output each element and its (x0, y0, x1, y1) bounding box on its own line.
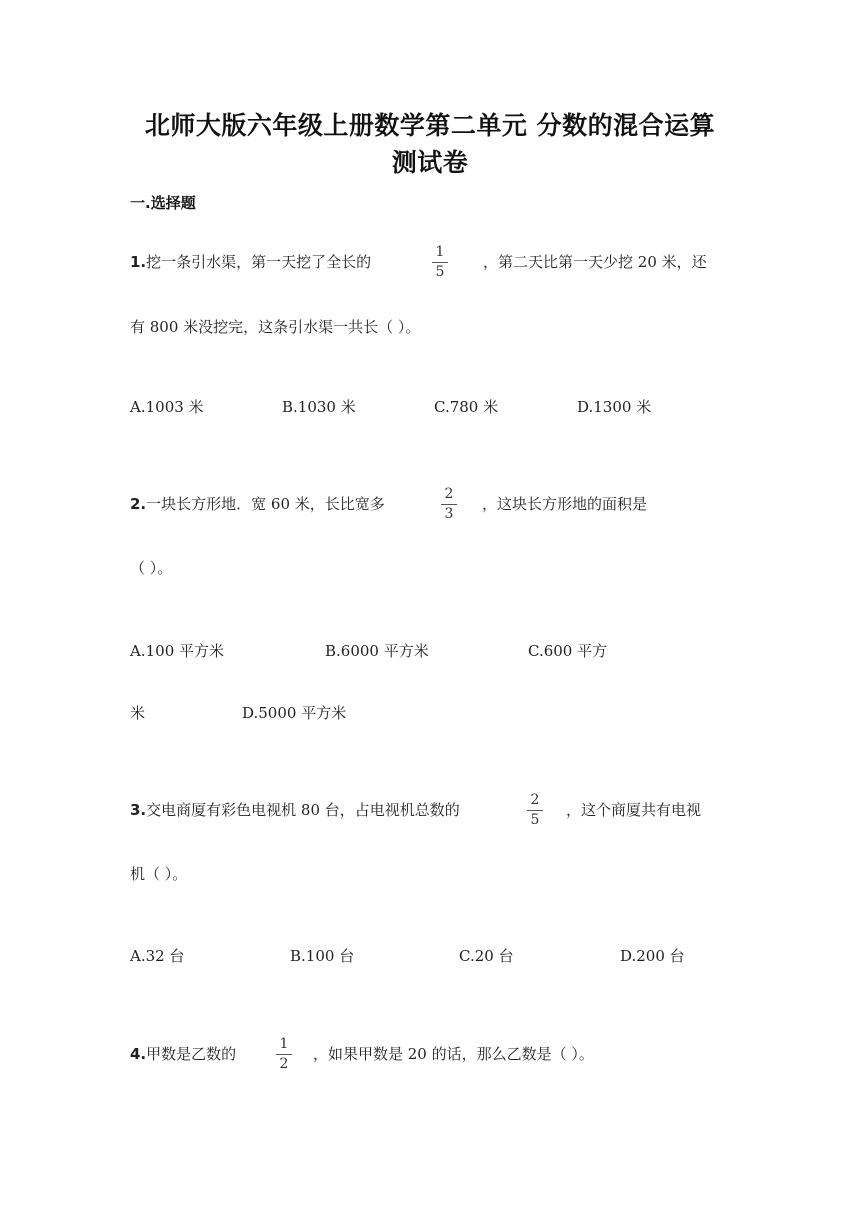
fraction-numerator: 1 (279, 1036, 289, 1052)
question-text-continued: ，第二天比第一天少挖 20 米，还 (483, 253, 707, 271)
question-3-line-2: 机（ ）。 (130, 865, 188, 883)
option-b[interactable]: B.100 台 (290, 947, 355, 965)
option-c[interactable]: C.600 平方 (528, 642, 608, 660)
option-b[interactable]: B.1030 米 (282, 398, 356, 416)
fraction-denominator: 3 (444, 506, 454, 522)
fraction-denominator: 5 (530, 812, 540, 828)
fraction-bar (527, 810, 543, 811)
fraction-numerator: 1 (435, 244, 445, 260)
option-c[interactable]: C.780 米 (434, 398, 499, 416)
question-number: 4. (130, 1045, 147, 1063)
option-c[interactable]: C.20 台 (459, 947, 514, 965)
question-text-continued: ，这块长方形地的面积是 (482, 495, 648, 513)
option-a[interactable]: A.100 平方米 (130, 642, 224, 660)
fraction (274, 1037, 294, 1072)
question-text: 一块长方形地．宽 60 米，长比宽多 (146, 495, 385, 513)
question-number: 1. (130, 253, 147, 271)
question-2-line-1 (130, 494, 385, 514)
option-a[interactable]: A.32 台 (130, 947, 185, 965)
question-text: 挖一条引水渠，第一天挖了全长的 (146, 253, 372, 271)
fraction-bar (276, 1054, 292, 1055)
page-title-line-1: 北师大版六年级上册数学第二单元 分数的混合运算 (144, 111, 716, 140)
question-1-line-1 (130, 252, 371, 272)
option-d[interactable]: D.1300 米 (577, 398, 652, 416)
fraction-bar (432, 262, 448, 263)
fraction (439, 487, 459, 522)
question-3-line-1 (130, 800, 460, 820)
question-text-continued: ，如果甲数是 20 的话，那么乙数是（ ）。 (313, 1045, 594, 1063)
option-b[interactable]: B.6000 平方米 (325, 642, 429, 660)
fraction-denominator: 5 (435, 264, 445, 280)
fraction (525, 793, 545, 828)
question-text: 交电商厦有彩色电视机 80 台，占电视机总数的 (146, 801, 460, 819)
page-title-line-2: 测试卷 (391, 148, 469, 177)
question-4-line-1 (130, 1044, 236, 1064)
fraction-denominator: 2 (279, 1056, 289, 1072)
question-number: 3. (130, 801, 147, 819)
section-title: 一.选择题 (130, 194, 196, 212)
fraction-numerator: 2 (444, 486, 454, 502)
fraction (430, 245, 450, 280)
question-2-line-2: （ ）。 (130, 559, 173, 577)
option-d[interactable]: D.200 台 (620, 947, 685, 965)
question-text: 甲数是乙数的 (146, 1045, 237, 1063)
question-number: 2. (130, 495, 147, 513)
option-d[interactable]: D.5000 平方米 (242, 704, 347, 722)
question-1-line-2: 有 800 米没挖完，这条引水渠一共长（ ）。 (130, 318, 421, 336)
option-a[interactable]: A.1003 米 (130, 398, 204, 416)
question-text-continued: ，这个商厦共有电视 (566, 801, 702, 819)
fraction-bar (441, 504, 457, 505)
option-c-wrap[interactable]: 米 (130, 704, 146, 722)
fraction-numerator: 2 (530, 792, 540, 808)
